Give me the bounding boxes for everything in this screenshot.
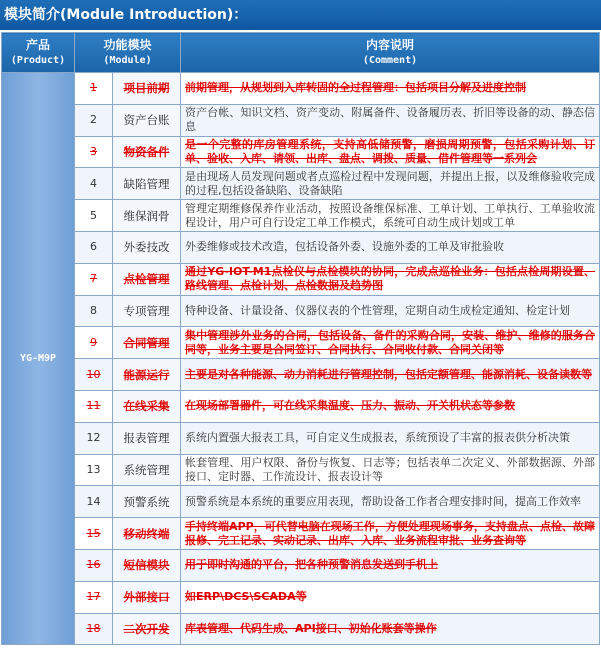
table-row bbox=[2, 73, 600, 105]
module-description: 手持终端APP，可代替电脑在现场工作，方便处理现场事务，支持盘点、点检、故障报修、完工记录、实动记录、出库、入库、业务流程审批、业务查询等 bbox=[181, 518, 600, 550]
module-number: 15 bbox=[75, 518, 113, 550]
table-row bbox=[2, 327, 600, 359]
table-row bbox=[2, 486, 600, 518]
module-description: 特种设备、计量设备、仪器仪表的个性管理，定期自动生成检定通知、检定计划 bbox=[181, 295, 600, 327]
module-number: 11 bbox=[75, 390, 113, 422]
module-number: 2 bbox=[75, 104, 113, 136]
module-name: 维保润骨 bbox=[113, 200, 181, 232]
page-title: 模块简介(Module Introduction)： bbox=[0, 0, 601, 30]
table-row bbox=[2, 359, 600, 391]
table-row bbox=[2, 200, 600, 232]
module-description: 前期管理，从规划到入库转固的全过程管理：包括项目分解及进度控制 bbox=[181, 73, 600, 105]
module-description: 管理定期维修保养作业活动，按照设备维保标准、工单计划、工单执行、工单验收流程设计，用户可自行设定工单工作模式，系统可自动生成计划或工单 bbox=[181, 200, 600, 232]
module-number: 3 bbox=[75, 136, 113, 168]
table-row bbox=[2, 104, 600, 136]
table-row bbox=[2, 613, 600, 645]
header-module-en: (Module) bbox=[103, 54, 152, 66]
header-product bbox=[2, 33, 75, 73]
module-description: 集中管理涉外业务的合同，包括设备、备件的采购合同，安装、维护、维修的服务合同等，业务主要是合同签订、合同执行、合同收付款、合同关闭等 bbox=[181, 327, 600, 359]
module-name: 外部接口 bbox=[113, 581, 181, 613]
header-content-cn: 内容说明 bbox=[366, 37, 415, 52]
table-row bbox=[2, 136, 600, 168]
module-table bbox=[1, 32, 600, 645]
module-number: 8 bbox=[75, 295, 113, 327]
header-content-en: (Comment) bbox=[362, 54, 418, 66]
module-description: 在现场部署器件，可在线采集温度、压力、振动、开关机状态等参数 bbox=[181, 390, 600, 422]
module-number: 14 bbox=[75, 486, 113, 518]
module-name: 能源运行 bbox=[113, 359, 181, 391]
module-number: 12 bbox=[75, 422, 113, 454]
module-name: 移动终端 bbox=[113, 518, 181, 550]
header-module bbox=[75, 33, 181, 73]
module-description: 帐套管理、用户权限、备份与恢复、日志等；包括表单二次定义、外部数据源、外部接口、定时器、工作流设计、报表设计等 bbox=[181, 454, 600, 486]
module-number: 5 bbox=[75, 200, 113, 232]
table-row bbox=[2, 231, 600, 263]
table-row bbox=[2, 295, 600, 327]
module-name: 点检管理 bbox=[113, 263, 181, 295]
header-product-cn: 产品 bbox=[25, 37, 50, 52]
module-description: 资产台帐、知识文档、资产变动、附属备件、设备履历表、折旧等设备的动、静态信息 bbox=[181, 104, 600, 136]
module-name: 合同管理 bbox=[113, 327, 181, 359]
module-number: 6 bbox=[75, 231, 113, 263]
module-description: 如ERP\DCS\SCADA等 bbox=[181, 581, 600, 613]
module-description: 外委维修或技术改造，包括设备外委、设施外委的工单及审批验收 bbox=[181, 231, 600, 263]
module-number: 9 bbox=[75, 327, 113, 359]
table-row bbox=[2, 390, 600, 422]
table-row bbox=[2, 263, 600, 295]
module-name: 系统管理 bbox=[113, 454, 181, 486]
module-name: 在线采集 bbox=[113, 390, 181, 422]
module-name: 报表管理 bbox=[113, 422, 181, 454]
table-row bbox=[2, 454, 600, 486]
table-row bbox=[2, 549, 600, 581]
module-number: 17 bbox=[75, 581, 113, 613]
module-name: 专项管理 bbox=[113, 295, 181, 327]
module-description: 预警系统是本系统的重要应用表现，帮助设备工作者合理安排时间，提高工作效率 bbox=[181, 486, 600, 518]
module-number: 13 bbox=[75, 454, 113, 486]
module-number: 16 bbox=[75, 549, 113, 581]
product-cell: YG-M9P bbox=[2, 73, 75, 645]
module-name: 外委技改 bbox=[113, 231, 181, 263]
module-description: 是由现场人员发现问题或者点巡检过程中发现问题，并提出上报，以及维修验收完成的过程,包括设备缺陷、设备缺陷 bbox=[181, 168, 600, 200]
module-name: 资产台账 bbox=[113, 104, 181, 136]
module-name: 物资备件 bbox=[113, 136, 181, 168]
module-name: 二次开发 bbox=[113, 613, 181, 645]
table-row bbox=[2, 422, 600, 454]
module-description: 主要是对各种能源、动力消耗进行管理控制，包括定额管理、能源消耗、设备读数等 bbox=[181, 359, 600, 391]
module-name: 缺陷管理 bbox=[113, 168, 181, 200]
table-row bbox=[2, 518, 600, 550]
module-number: 7 bbox=[75, 263, 113, 295]
header-module-cn: 功能模块 bbox=[103, 37, 152, 52]
module-number: 1 bbox=[75, 73, 113, 105]
module-name: 项目前期 bbox=[113, 73, 181, 105]
module-number: 10 bbox=[75, 359, 113, 391]
module-description: 用于即时沟通的平台，把各种预警消息发送到手机上 bbox=[181, 549, 600, 581]
module-description: 是一个完整的库房管理系统，支持高低储预警，磨损周期预警，包括采购计划、订单、验收、入库、请领、出库、盘点、调拨、质量、借件管理等一系列会 bbox=[181, 136, 600, 168]
module-name: 预警系统 bbox=[113, 486, 181, 518]
module-description: 通过YG-IOT-M1点检仪与点检模块的协同，完成点巡检业务：包括点检周期设置、路线管理、点检计划、点检数据及趋势图 bbox=[181, 263, 600, 295]
header-content bbox=[181, 33, 600, 73]
header-product-en: (Product) bbox=[10, 54, 66, 66]
table-row bbox=[2, 581, 600, 613]
module-name: 短信模块 bbox=[113, 549, 181, 581]
module-number: 4 bbox=[75, 168, 113, 200]
module-number: 18 bbox=[75, 613, 113, 645]
module-description: 库表管理、代码生成、API接口、初始化账套等操作 bbox=[181, 613, 600, 645]
table-row bbox=[2, 168, 600, 200]
module-description: 系统内置强大报表工具，可自定义生成报表，系统预设了丰富的报表供分析决策 bbox=[181, 422, 600, 454]
